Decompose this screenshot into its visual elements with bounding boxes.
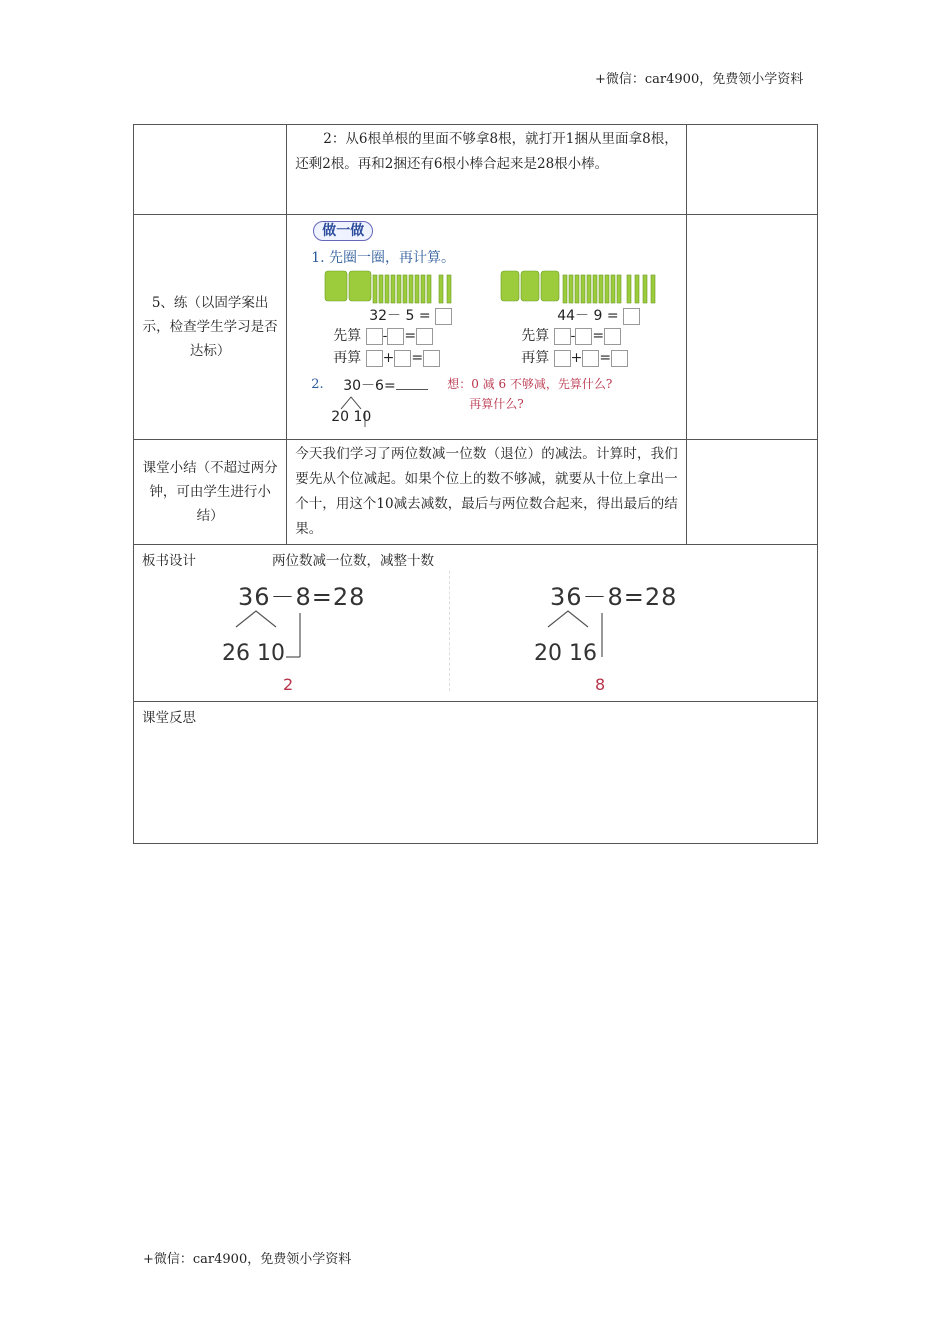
do-it-tag: 做一做: [313, 221, 373, 241]
answer-blank: [396, 389, 428, 390]
lesson-table: [133, 124, 818, 844]
row3-label-cell: [134, 440, 287, 545]
sticks-illustration-left: [323, 265, 463, 307]
board-design-cell: [134, 545, 818, 702]
row-board-design: [134, 545, 818, 702]
answer-box: [575, 328, 592, 345]
explanation-text: 2：从6根单根的里面不够拿8根，就打开1捆从里面拿8根，还剩2根。再和2捆还有6根小棒合起来是28根小棒。: [295, 131, 678, 172]
answer-box: [554, 328, 571, 345]
row1-content-cell: [287, 125, 687, 215]
row-summary: [134, 440, 818, 545]
board-design-title: 两位数减一位数，减整十数: [272, 553, 434, 569]
row3-content-cell: [287, 440, 687, 545]
answer-box: [366, 350, 383, 367]
board-design-label: 板书设计: [142, 553, 196, 569]
step-then-left: 再算 + =: [333, 347, 440, 367]
q1-title: 1. 先圈一圈，再计算。: [311, 250, 456, 266]
board-right-result: 8: [595, 675, 606, 694]
practice-content-cell: [287, 215, 687, 440]
q1-expr-right: 44－ 9 =: [557, 305, 640, 325]
board-right-split: 20 16: [534, 641, 597, 666]
row-explanation: [134, 125, 818, 215]
row-reflection: [134, 702, 818, 844]
answer-box: [366, 328, 383, 345]
q2-split: 20 10: [331, 409, 372, 425]
answer-box: [554, 350, 571, 367]
summary-text: 今天我们学习了两位数减一位数（退位）的减法。计算时，我们要先从个位减起。如果个位上的数不够减，就要从十位上拿出一个十，用这个10减去减数，最后与两位数合起来，得出最后的结果。: [295, 446, 678, 537]
q2-expression: 30－6=: [343, 375, 427, 395]
answer-box: [435, 308, 452, 325]
answer-box: [623, 308, 640, 325]
step-first-right: 先算 - =: [521, 325, 621, 345]
header-note: +微信：car4900，免费领小学资料: [595, 72, 804, 87]
answer-box: [604, 328, 621, 345]
answer-box: [423, 350, 440, 367]
answer-box: [611, 350, 628, 367]
answer-box: [387, 328, 404, 345]
answer-box: [416, 328, 433, 345]
row2-label-cell: [134, 215, 287, 440]
board-left-result: 2: [283, 675, 294, 694]
row2-note-cell: [686, 215, 817, 440]
answer-box: [394, 350, 411, 367]
board-design-area: [134, 545, 817, 701]
row1-label-cell: [134, 125, 287, 215]
q2-hint-line-1: 想：0 减 6 不够减，先算什么?: [447, 377, 613, 391]
board-right-expr: 36－8=28: [550, 583, 678, 611]
board-left-split: 26 10: [222, 641, 285, 666]
sticks-illustration-right: [499, 265, 669, 307]
step-first-left: 先算 - =: [333, 325, 433, 345]
q1-expr-left: 32－ 5 =: [369, 305, 452, 325]
reflection-label: 课堂反思: [142, 710, 196, 726]
board-divider: [449, 571, 450, 691]
row-practice: [134, 215, 818, 440]
footer-note: +微信：car4900，免费领小学资料: [143, 1252, 352, 1267]
row1-note-cell: [686, 125, 817, 215]
row3-note-cell: [686, 440, 817, 545]
answer-box: [582, 350, 599, 367]
q2-hint-line-2: 再算什么?: [469, 397, 524, 411]
board-left-expr: 36－8=28: [238, 583, 366, 611]
q2-number: 2.: [311, 377, 324, 392]
step-then-right: 再算 + =: [521, 347, 628, 367]
practice-figure: [287, 215, 686, 439]
practice-label: 5、练（以固学案出示，检查学生学习是否达标）: [142, 295, 278, 359]
reflection-cell: [134, 702, 818, 844]
summary-label: 课堂小结（不超过两分钟，可由学生进行小结）: [142, 460, 278, 524]
